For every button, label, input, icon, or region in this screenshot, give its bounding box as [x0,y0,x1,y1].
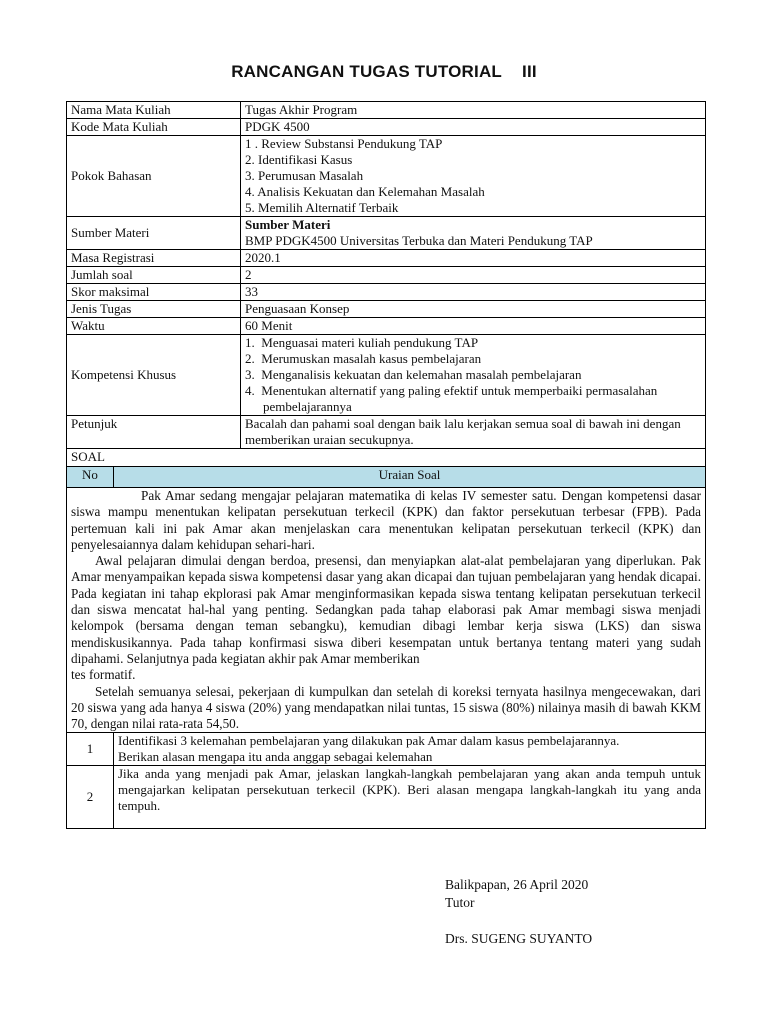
row-sumber [67,217,706,250]
waktu-value: 60 Menit [241,318,706,335]
tutorial-table [66,101,706,829]
signature-block [445,876,592,948]
sumber-heading: Sumber Materi [245,217,331,232]
question-text [114,733,706,766]
story-paragraph: tes formatif. [71,667,136,683]
masa-value: 2020.1 [241,250,706,267]
kompetensi-num: 3. [245,367,255,382]
pokok-item: 4. Analisis Kekuatan dan Kelemahan Masalah [245,184,485,199]
pokok-label: Pokok Bahasan [67,136,241,217]
soal-label: SOAL [67,449,706,467]
pokok-item: 3. Perumusan Masalah [245,168,364,183]
col-uraian-header: Uraian Soal [114,467,706,488]
question-number: 2 [67,766,114,829]
kompetensi-num: 2. [245,351,255,366]
pokok-item: 5. Memilih Alternatif Terbaik [245,200,399,215]
question-number: 1 [67,733,114,766]
title-number: III [522,62,537,81]
sumber-label: Sumber Materi [67,217,241,250]
row-skor [67,284,706,301]
skor-value: 33 [241,284,706,301]
kode-label: Kode Mata Kuliah [67,119,241,136]
page-title [0,62,768,82]
story-row [67,488,706,733]
kompetensi-num: 4. [245,383,255,398]
row-pokok [67,136,706,217]
soal-header-row [67,467,706,488]
kompetensi-label: Kompetensi Khusus [67,335,241,416]
story-paragraph: Pak Amar sedang mengajar pelajaran matematika di kelas IV semester satu. Dengan kompetensi dasar siswa mampu menentukan kelipatan persekutuan terkecil (KPK) dan faktor persekutuan terbesar (FPB). Pada pertemuan kali ini pak Amar akan menjelaskan cara menentukan kelipatan persekutuan terkecil (KPK) dan penyelesaiannya dalam kehidupan sehari-hari. [71,488,701,552]
story-paragraph: Setelah semuanya selesai, pekerjaan di kumpulkan dan setelah di koreksi ternyata hasilnya mengecewakan, dari 20 siswa yang ada hanya 4 siswa (20%) yang mendapatkan nilai tuntas, 15 siswa (80%) nilainya masih di bawah KKM 70, dengan nilai rata-rata 54,50. [71,683,701,732]
kompetensi-num: 1. [245,335,255,350]
question-text [114,766,706,829]
pokok-value [241,136,706,217]
kompetensi-text: Menganalisis kekuatan dan kelemahan masalah pembelajaran [261,367,582,382]
kompetensi-value [241,335,706,416]
row-soal [67,449,706,467]
jenis-value: Penguasaan Konsep [241,301,706,318]
kompetensi-item [245,335,701,351]
question-line: Identifikasi 3 kelemahan pembelajaran yang dilakukan pak Amar dalam kasus pembelajarannya. [118,733,620,749]
question-row [67,766,706,829]
question-row [67,733,706,766]
kompetensi-item [245,383,701,415]
pokok-item: 1 . Review Substansi Pendukung TAP [245,136,443,151]
waktu-label: Waktu [67,318,241,335]
title-main: RANCANGAN TUGAS TUTORIAL [231,62,503,81]
question-line: Jika anda yang menjadi pak Amar, jelaskan langkah-langkah pembelajaran yang akan anda tempuh untuk mengajarkan kelipatan persekutuan terkecil (KPK). Beri alasan mengapa langkah-langkah itu yang anda tempuh. [118,766,701,814]
col-no-header: No [67,467,114,488]
petunjuk-label: Petunjuk [67,416,241,449]
signature-name: Drs. SUGENG SUYANTO [445,931,593,946]
kompetensi-item [245,351,701,367]
jenis-label: Jenis Tugas [67,301,241,318]
question-line: Berikan alasan mengapa itu anda anggap sebagai kelemahan [118,749,433,765]
kompetensi-item [245,367,701,383]
row-waktu [67,318,706,335]
jumlah-value: 2 [241,267,706,284]
nama-label: Nama Mata Kuliah [67,102,241,119]
kompetensi-text: Merumuskan masalah kasus pembelajaran [261,351,482,366]
signature-place-date: Balikpapan, 26 April 2020 [445,877,589,892]
jumlah-label: Jumlah soal [67,267,241,284]
sumber-value [241,217,706,250]
story-paragraph: Awal pelajaran dimulai dengan berdoa, presensi, dan menyiapkan alat-alat pembelajaran yang diperlukan. Pak Amar menyampaikan kepada siswa kompetensi dasar yang akan dicapai dan tujuan pembelajaran yang hendak dicapai. Pada kegiatan ini tahap ekplorasi pak Amar menginformasikan kepada siswa tentang kelipatan persekutuan terkecil dan siswa mencatat hal-hal yang penting. Sedangkan pada tahap elaborasi pak Amar membagi siswa menjadi kelompok (bersama dengan teman sebangku), kemudian dibagi lembar kerja siswa (LKS) dan siswa mendiskusikannya. Pada tahap konfirmasi siswa diberi kesempatan untuk bertanya tentang materi yang sudah dipahami. Selanjutnya pada kegiatan akhir pak Amar memberikan [71,553,701,666]
sumber-text: BMP PDGK4500 Universitas Terbuka dan Materi Pendukung TAP [245,233,593,248]
kompetensi-text: Menguasai materi kuliah pendukung TAP [261,335,479,350]
petunjuk-value: Bacalah dan pahami soal dengan baik lalu kerjakan semua soal di bawah ini dengan memberikan uraian secukupnya. [241,416,706,449]
row-kompetensi [67,335,706,416]
story-text [67,488,706,733]
kode-value: PDGK 4500 [241,119,706,136]
nama-value: Tugas Akhir Program [241,102,706,119]
row-masa [67,250,706,267]
kompetensi-text: Menentukan alternatif yang paling efektif untuk memperbaiki permasalahan pembelajarannya [261,383,658,414]
row-petunjuk [67,416,706,449]
signature-role: Tutor [445,895,475,910]
pokok-item: 2. Identifikasi Kasus [245,152,353,167]
row-jumlah [67,267,706,284]
masa-label: Masa Registrasi [67,250,241,267]
row-kode [67,119,706,136]
skor-label: Skor maksimal [67,284,241,301]
row-nama [67,102,706,119]
row-jenis [67,301,706,318]
